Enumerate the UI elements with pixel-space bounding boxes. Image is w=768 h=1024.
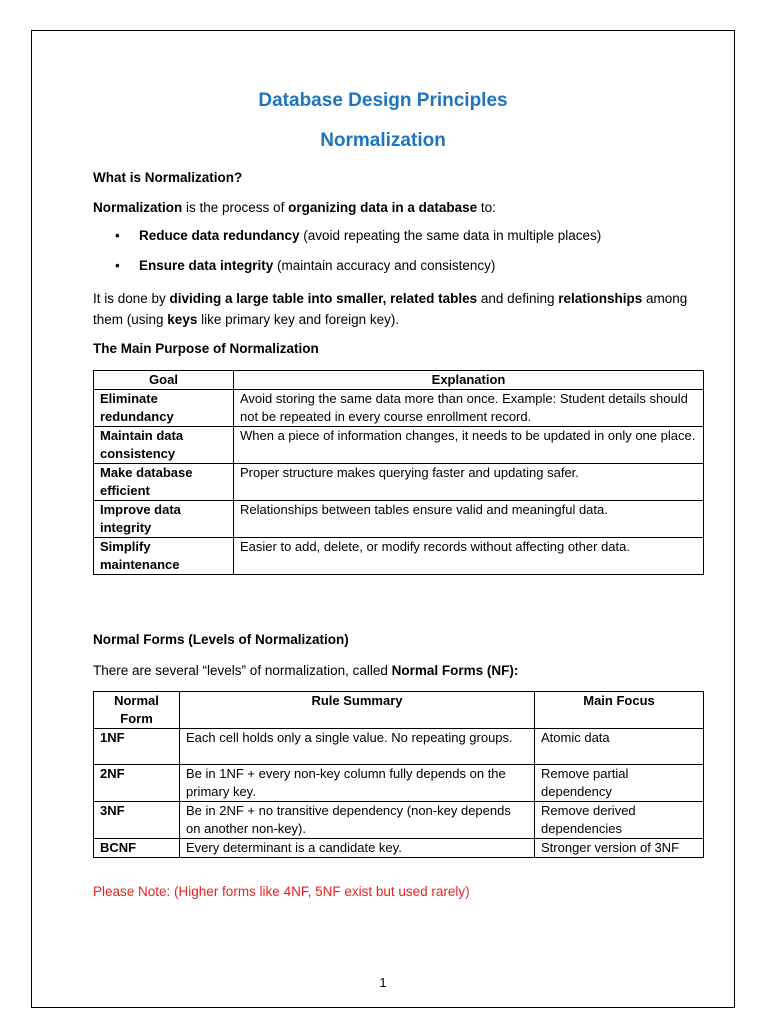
goal-cell: Eliminate redundancy	[94, 390, 234, 427]
table-row	[94, 390, 704, 427]
method-paragraph	[93, 288, 705, 330]
document-subtitle: Normalization	[320, 130, 446, 151]
column-header-rule-summary: Rule Summary	[180, 692, 535, 729]
explanation-cell: Avoid storing the same data more than once. Example: Student details should not be repeated in every course enrollment record.	[234, 390, 704, 427]
explanation-cell: Proper structure makes querying faster and updating safer.	[234, 464, 704, 501]
focus-cell: Stronger version of 3NF	[535, 839, 704, 858]
bullet-rest: (avoid repeating the same data in multiple places)	[299, 228, 602, 243]
para-text: It is done by	[93, 291, 170, 306]
explanation-cell: When a piece of information changes, it needs to be updated in only one place.	[234, 427, 704, 464]
para-text: like primary key and foreign key).	[197, 312, 400, 327]
purpose-table	[93, 370, 704, 575]
para-bold: relationships	[558, 291, 643, 306]
section-heading-purpose: The Main Purpose of Normalization	[93, 341, 319, 356]
form-cell: 1NF	[94, 729, 180, 765]
form-cell: 3NF	[94, 802, 180, 839]
page-number: 1	[379, 975, 387, 990]
focus-cell: Remove derived dependencies	[535, 802, 704, 839]
para-text: among them (using	[93, 291, 688, 327]
rule-cell: Each cell holds only a single value. No repeating groups.	[180, 729, 535, 765]
note-text: Please Note: (Higher forms like 4NF, 5NF exist but used rarely)	[93, 884, 470, 899]
intro-bold: Normal Forms (NF):	[391, 663, 519, 678]
table-row	[94, 501, 704, 538]
column-header-goal: Goal	[94, 371, 234, 390]
table-row	[94, 538, 704, 575]
column-header-normal-form: Normal Form	[94, 692, 180, 729]
para-bold: keys	[167, 312, 198, 327]
def-mid: is the process of	[182, 200, 289, 215]
bullet-marker: •	[115, 258, 120, 273]
explanation-cell: Easier to add, delete, or modify records without affecting other data.	[234, 538, 704, 575]
def-bold: organizing data in a database	[288, 200, 478, 215]
table-row	[94, 802, 704, 839]
column-header-main-focus: Main Focus	[535, 692, 704, 729]
focus-cell: Remove partial dependency	[535, 765, 704, 802]
def-end: to:	[477, 200, 496, 215]
bullet-item	[139, 258, 495, 273]
para-bold: dividing a large table into smaller, related tables	[169, 291, 478, 306]
explanation-cell: Relationships between tables ensure valid and meaningful data.	[234, 501, 704, 538]
normal-forms-intro	[93, 660, 705, 681]
table-row	[94, 729, 704, 765]
goal-cell: Simplify maintenance	[94, 538, 234, 575]
form-cell: BCNF	[94, 839, 180, 858]
intro-text: There are several “levels” of normalization, called	[93, 663, 392, 678]
document-title: Database Design Principles	[258, 90, 508, 111]
table-row	[94, 839, 704, 858]
rule-cell: Be in 1NF + every non-key column fully depends on the primary key.	[180, 765, 535, 802]
table-header-row	[94, 371, 704, 390]
para-text: and defining	[477, 291, 559, 306]
bullet-bold: Ensure data integrity	[139, 258, 274, 273]
definition-paragraph	[93, 197, 705, 218]
bullet-marker: •	[115, 228, 120, 243]
table-row	[94, 464, 704, 501]
bullet-bold: Reduce data redundancy	[139, 228, 300, 243]
form-cell: 2NF	[94, 765, 180, 802]
column-header-explanation: Explanation	[234, 371, 704, 390]
bullet-item	[139, 228, 601, 243]
section-heading-what-is: What is Normalization?	[93, 170, 243, 185]
goal-cell: Maintain data consistency	[94, 427, 234, 464]
rule-cell: Every determinant is a candidate key.	[180, 839, 535, 858]
table-row	[94, 427, 704, 464]
section-heading-normal-forms: Normal Forms (Levels of Normalization)	[93, 632, 349, 647]
goal-cell: Improve data integrity	[94, 501, 234, 538]
bullet-rest: (maintain accuracy and consistency)	[273, 258, 496, 273]
def-term: Normalization	[93, 200, 183, 215]
goal-cell: Make database efficient	[94, 464, 234, 501]
table-header-row	[94, 692, 704, 729]
focus-cell: Atomic data	[535, 729, 704, 765]
table-row	[94, 765, 704, 802]
normal-forms-table	[93, 691, 704, 858]
rule-cell: Be in 2NF + no transitive dependency (non-key depends on another non-key).	[180, 802, 535, 839]
